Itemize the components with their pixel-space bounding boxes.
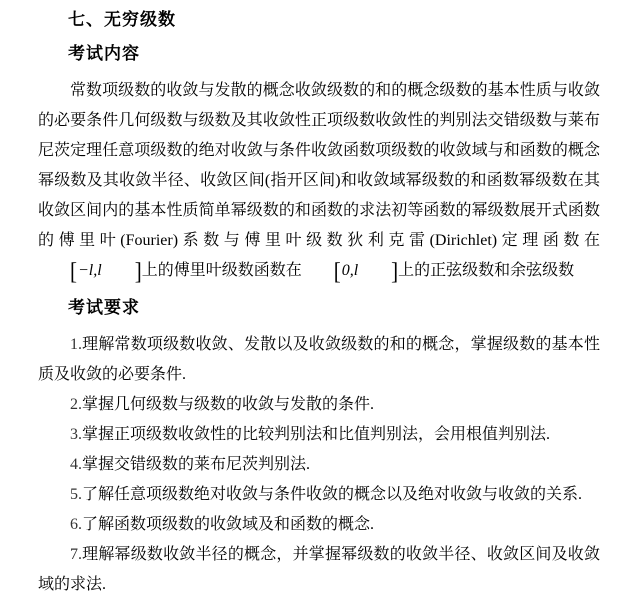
requirement-item — [38, 390, 600, 420]
requirements-list — [38, 330, 600, 600]
math-open-bracket: [ — [70, 257, 77, 285]
requirement-item — [38, 480, 600, 510]
requirement-item-number: 2. — [70, 396, 82, 413]
requirement-item-text: 了解函数项级数的收敛域及和函数的概念. — [82, 516, 375, 533]
page-title: 七、无穷级数 — [68, 10, 176, 29]
requirement-item-text: 理解常数项级数收敛、发散以及收敛级数的和的概念，掌握级数的基本性质及收敛的必要条件. — [38, 336, 600, 383]
requirement-item — [38, 540, 600, 600]
math-close-bracket: ] — [391, 257, 399, 285]
math-body: 0,l — [341, 262, 359, 279]
requirement-item-number: 6. — [70, 516, 82, 533]
paragraph-text-segment: 上的正弦级数和余弦级数 — [398, 262, 575, 279]
section-heading-exam-content: 考试内容 — [68, 44, 140, 63]
inline-math-interval — [38, 257, 142, 285]
math-open-bracket: [ — [333, 257, 341, 285]
requirement-item — [38, 510, 600, 540]
requirement-item — [38, 420, 600, 450]
math-close-bracket: ] — [134, 257, 142, 285]
requirement-item-text: 掌握交错级数的莱布尼茨判别法. — [82, 456, 311, 473]
requirement-item-number: 4. — [70, 456, 82, 473]
requirement-item-text: 掌握几何级数与级数的收敛与发散的条件. — [82, 396, 375, 413]
section-heading-exam-requirements: 考试要求 — [68, 298, 140, 317]
requirement-item-text: 理解幂级数收敛半径的概念，并掌握幂级数的收敛半径、收敛区间及收敛域的求法. — [38, 546, 600, 593]
requirement-item-number: 7. — [70, 546, 82, 563]
exam-content-paragraph — [38, 76, 600, 286]
requirement-item — [38, 450, 600, 480]
paragraph-text-segment: 常数项级数的收敛与发散的概念收敛级数的和的概念级数的基本性质与收敛的必要条件几何级数与级数及其收敛性正项级数收敛性的判别法交错级数与莱布尼茨定理任意项级数的绝对收敛与条件收敛函数项级数的收敛域与和函数的概念幂级数及其收敛半径、收敛区间(指开区间)和收敛域幂级数的和函数幂级数在其收敛区间内的基本性质简单幂级数的和函数的求法初等函数的幂级数展开式函数的傅里叶(Fourier)系数与傅里叶级数狄利克雷(Dirichlet)定理函数在 — [38, 82, 600, 249]
requirement-item-number: 1. — [70, 336, 82, 353]
requirement-item-text: 了解任意项级数绝对收敛与条件收敛的概念以及绝对收敛与收敛的关系. — [82, 486, 583, 503]
requirement-item-text: 掌握正项级数收敛性的比较判别法和比值判别法，会用根值判别法. — [82, 426, 551, 443]
requirement-item — [38, 330, 600, 390]
requirement-item-number: 3. — [70, 426, 82, 443]
requirement-item-number: 5. — [70, 486, 82, 503]
inline-math-interval — [302, 257, 399, 285]
math-body: −l,l — [78, 262, 102, 279]
paragraph-text-segment: 上的傅里叶级数函数在 — [141, 262, 302, 279]
